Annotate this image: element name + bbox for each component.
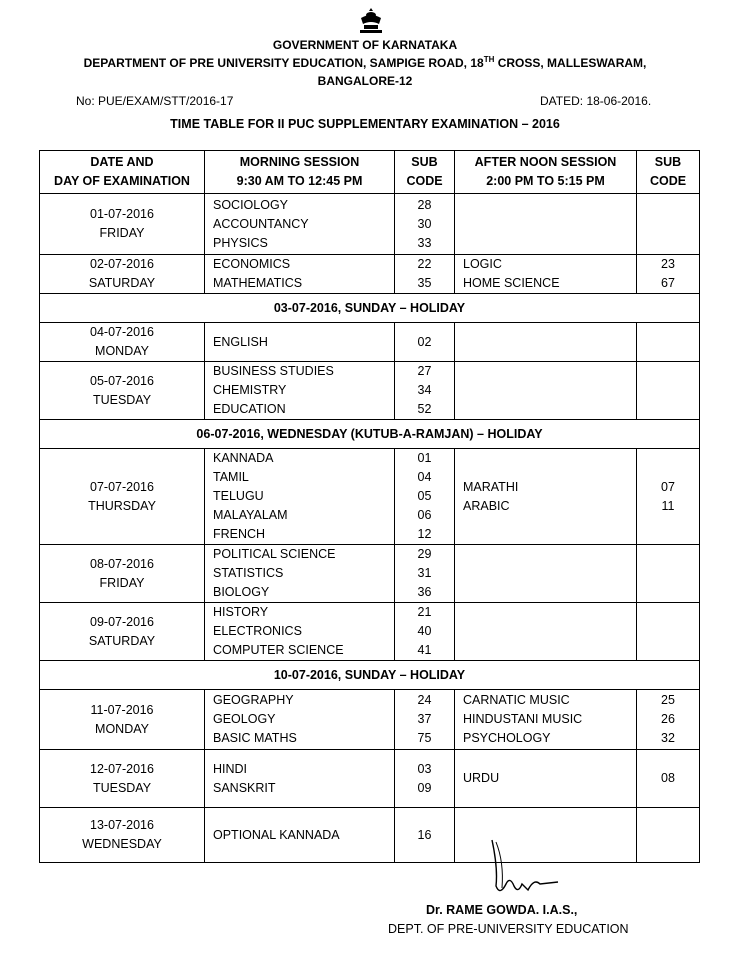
- morning-subjects-cell: [205, 545, 395, 603]
- subject-name: URDU: [463, 771, 500, 785]
- subject-name: SANSKRIT: [213, 780, 276, 795]
- subject-name: EDUCATION: [213, 402, 286, 416]
- exam-date-cell: [40, 808, 205, 863]
- morning-codes-cell: [395, 323, 455, 362]
- subject-code: 41: [417, 643, 432, 657]
- holiday-row: [40, 294, 700, 323]
- timetable: [39, 150, 700, 863]
- subject-code: 67: [661, 276, 675, 290]
- holiday-label: 03-07-2016, SUNDAY – HOLIDAY: [40, 294, 700, 323]
- afternoon-codes-cell: [637, 194, 700, 255]
- subject-code: 37: [417, 712, 432, 726]
- subject-name: MALAYALAM: [213, 508, 288, 522]
- subject-name: SOCIOLOGY: [213, 197, 289, 212]
- subject-name: LOGIC: [463, 257, 502, 271]
- exam-row: [40, 194, 700, 255]
- subject-code: 01: [417, 451, 432, 465]
- exam-date: 12-07-2016: [90, 761, 154, 776]
- morning-subjects-cell: [205, 690, 395, 750]
- exam-date-cell: [40, 449, 205, 545]
- subject-code: 30: [417, 216, 432, 231]
- col-afternoon-header: AFTER NOON SESSION 2:00 PM TO 5:15 PM: [455, 151, 637, 194]
- col-date-header: DATE AND DAY OF EXAMINATION: [40, 151, 205, 194]
- subject-name: BUSINESS STUDIES: [213, 364, 334, 378]
- exam-date-cell: [40, 690, 205, 750]
- subject-name: POLITICAL SCIENCE: [213, 547, 336, 561]
- morning-subjects-cell: [205, 323, 395, 362]
- exam-row: [40, 690, 700, 750]
- holiday-row: [40, 661, 700, 690]
- subject-name: OPTIONAL KANNADA: [213, 827, 340, 842]
- reference-number: No: PUE/EXAM/STT/2016-17: [76, 94, 234, 108]
- morning-subjects-cell: [205, 750, 395, 808]
- subject-code: 27: [417, 364, 432, 378]
- subject-code: 36: [417, 585, 432, 599]
- exam-day: WEDNESDAY: [82, 837, 162, 851]
- morning-codes-cell: [395, 603, 455, 661]
- subject-name: ENGLISH: [213, 334, 268, 349]
- afternoon-codes-cell: [637, 808, 700, 863]
- afternoon-subjects-cell: [455, 545, 637, 603]
- afternoon-subjects-cell: [455, 603, 637, 661]
- subject-code: 31: [417, 566, 432, 580]
- morning-codes-cell: [395, 808, 455, 863]
- table-header-row: [40, 151, 700, 194]
- afternoon-subjects-cell: [455, 255, 637, 294]
- afternoon-subjects-cell: [455, 362, 637, 420]
- city-line: BANGALORE-12: [317, 74, 413, 88]
- signatory-department: DEPT. OF PRE-UNIVERSITY EDUCATION: [388, 922, 629, 936]
- exam-date: 09-07-2016: [90, 614, 154, 629]
- subject-code: 26: [661, 712, 675, 726]
- subject-code: 09: [417, 780, 432, 795]
- subject-code: 29: [417, 547, 432, 561]
- exam-row: [40, 603, 700, 661]
- afternoon-codes-cell: [637, 690, 700, 750]
- exam-day: MONDAY: [95, 344, 149, 358]
- subject-code: 11: [661, 498, 675, 513]
- afternoon-subjects-cell: [455, 750, 637, 808]
- exam-date-cell: [40, 603, 205, 661]
- exam-date: 07-07-2016: [90, 479, 154, 494]
- subject-code: 23: [661, 257, 675, 271]
- exam-day: FRIDAY: [99, 226, 145, 240]
- morning-codes-cell: [395, 690, 455, 750]
- document-title: TIME TABLE FOR II PUC SUPPLEMENTARY EXAMINATION – 2016: [170, 117, 560, 131]
- morning-subjects-cell: [205, 255, 395, 294]
- exam-date-cell: [40, 323, 205, 362]
- subject-name: ARABIC: [463, 498, 510, 513]
- morning-subjects-cell: [205, 194, 395, 255]
- signatory-name: Dr. RAME GOWDA. I.A.S.,: [426, 903, 578, 917]
- subject-name: BASIC MATHS: [213, 731, 297, 745]
- exam-day: TUESDAY: [92, 780, 152, 795]
- subject-code: 24: [417, 693, 432, 707]
- subject-name: HOME SCIENCE: [463, 276, 560, 290]
- exam-date: 05-07-2016: [90, 373, 154, 388]
- subject-name: HINDI: [213, 761, 248, 776]
- exam-day: TUESDAY: [92, 392, 152, 407]
- subject-code: 52: [417, 402, 432, 416]
- exam-date-cell: [40, 750, 205, 808]
- morning-codes-cell: [395, 194, 455, 255]
- exam-row: [40, 750, 700, 808]
- afternoon-subjects-cell: [455, 690, 637, 750]
- subject-name: ECONOMICS: [213, 257, 291, 271]
- subject-name: COMPUTER SCIENCE: [213, 643, 344, 657]
- exam-row: [40, 449, 700, 545]
- signature-icon: [480, 838, 560, 900]
- subject-code: 34: [417, 383, 432, 397]
- subject-name: HINDUSTANI MUSIC: [463, 712, 583, 726]
- subject-name: GEOGRAPHY: [213, 693, 294, 707]
- exam-date: 04-07-2016: [90, 325, 154, 339]
- subject-code: 16: [417, 827, 432, 842]
- exam-day: MONDAY: [95, 721, 149, 736]
- subject-name: CHEMISTRY: [213, 383, 287, 397]
- subject-name: FRENCH: [213, 527, 266, 541]
- col-morning-code-header: SUB CODE: [395, 151, 455, 194]
- morning-subjects-cell: [205, 449, 395, 545]
- subject-code: 12: [417, 527, 432, 541]
- department-address: DEPARTMENT OF PRE UNIVERSITY EDUCATION, SAMPIGE ROAD, 18TH CROSS, MALLESWARAM,: [83, 55, 647, 70]
- afternoon-codes-cell: [637, 545, 700, 603]
- subject-code: 28: [417, 197, 432, 212]
- subject-name: HISTORY: [213, 605, 269, 619]
- government-title: GOVERNMENT OF KARNATAKA: [272, 38, 458, 52]
- subject-name: STATISTICS: [213, 566, 284, 580]
- col-afternoon-code-header: SUB CODE: [637, 151, 700, 194]
- exam-day: SATURDAY: [88, 633, 156, 648]
- subject-code: 35: [417, 276, 432, 290]
- subject-code: 05: [417, 489, 432, 503]
- exam-date: 13-07-2016: [90, 818, 154, 832]
- exam-row: [40, 255, 700, 294]
- subject-name: PHYSICS: [213, 235, 268, 250]
- holiday-label: 10-07-2016, SUNDAY – HOLIDAY: [40, 661, 700, 690]
- exam-row: [40, 323, 700, 362]
- subject-code: 08: [661, 771, 675, 785]
- holiday-row: [40, 420, 700, 449]
- exam-row: [40, 545, 700, 603]
- subject-code: 21: [417, 605, 432, 619]
- exam-day: FRIDAY: [99, 575, 145, 590]
- exam-date-cell: [40, 545, 205, 603]
- afternoon-subjects-cell: [455, 194, 637, 255]
- subject-code: 07: [661, 479, 675, 494]
- exam-day: SATURDAY: [88, 276, 156, 290]
- morning-codes-cell: [395, 255, 455, 294]
- subject-name: GEOLOGY: [213, 712, 276, 726]
- exam-date: 02-07-2016: [90, 257, 154, 271]
- subject-code: 02: [417, 334, 432, 349]
- morning-subjects-cell: [205, 362, 395, 420]
- subject-name: KANNADA: [213, 451, 274, 465]
- subject-name: TELUGU: [213, 489, 264, 503]
- exam-day: THURSDAY: [88, 498, 156, 513]
- karnataka-emblem-icon: [355, 6, 387, 36]
- subject-name: MARATHI: [463, 479, 519, 494]
- document-date: DATED: 18-06-2016.: [540, 94, 652, 108]
- afternoon-codes-cell: [637, 449, 700, 545]
- morning-codes-cell: [395, 545, 455, 603]
- morning-codes-cell: [395, 750, 455, 808]
- col-morning-header: MORNING SESSION 9:30 AM TO 12:45 PM: [205, 151, 395, 194]
- morning-codes-cell: [395, 449, 455, 545]
- subject-code: 75: [417, 731, 432, 745]
- exam-date: 08-07-2016: [90, 556, 154, 571]
- subject-code: 04: [417, 470, 432, 484]
- morning-subjects-cell: [205, 603, 395, 661]
- subject-code: 32: [661, 731, 675, 745]
- subject-name: TAMIL: [213, 470, 249, 484]
- afternoon-subjects-cell: [455, 449, 637, 545]
- subject-name: ELECTRONICS: [213, 624, 302, 638]
- subject-name: PSYCHOLOGY: [463, 731, 551, 745]
- subject-code: 06: [417, 508, 432, 522]
- afternoon-codes-cell: [637, 750, 700, 808]
- exam-date-cell: [40, 255, 205, 294]
- subject-code: 22: [417, 257, 432, 271]
- subject-code: 03: [417, 761, 432, 776]
- subject-name: BIOLOGY: [213, 585, 270, 599]
- afternoon-codes-cell: [637, 255, 700, 294]
- subject-code: 25: [661, 693, 675, 707]
- afternoon-codes-cell: [637, 362, 700, 420]
- exam-row: [40, 362, 700, 420]
- subject-name: MATHEMATICS: [213, 276, 303, 290]
- morning-codes-cell: [395, 362, 455, 420]
- afternoon-codes-cell: [637, 323, 700, 362]
- subject-name: ACCOUNTANCY: [213, 216, 309, 231]
- afternoon-subjects-cell: [455, 323, 637, 362]
- subject-code: 40: [417, 624, 432, 638]
- morning-subjects-cell: [205, 808, 395, 863]
- exam-date-cell: [40, 362, 205, 420]
- exam-date-cell: [40, 194, 205, 255]
- exam-row: [40, 808, 700, 863]
- subject-name: CARNATIC MUSIC: [463, 693, 570, 707]
- subject-code: 33: [417, 235, 432, 250]
- holiday-label: 06-07-2016, WEDNESDAY (KUTUB-A-RAMJAN) – HOLIDAY: [40, 420, 700, 449]
- exam-date: 01-07-2016: [90, 207, 154, 221]
- afternoon-codes-cell: [637, 603, 700, 661]
- exam-date: 11-07-2016: [90, 702, 154, 717]
